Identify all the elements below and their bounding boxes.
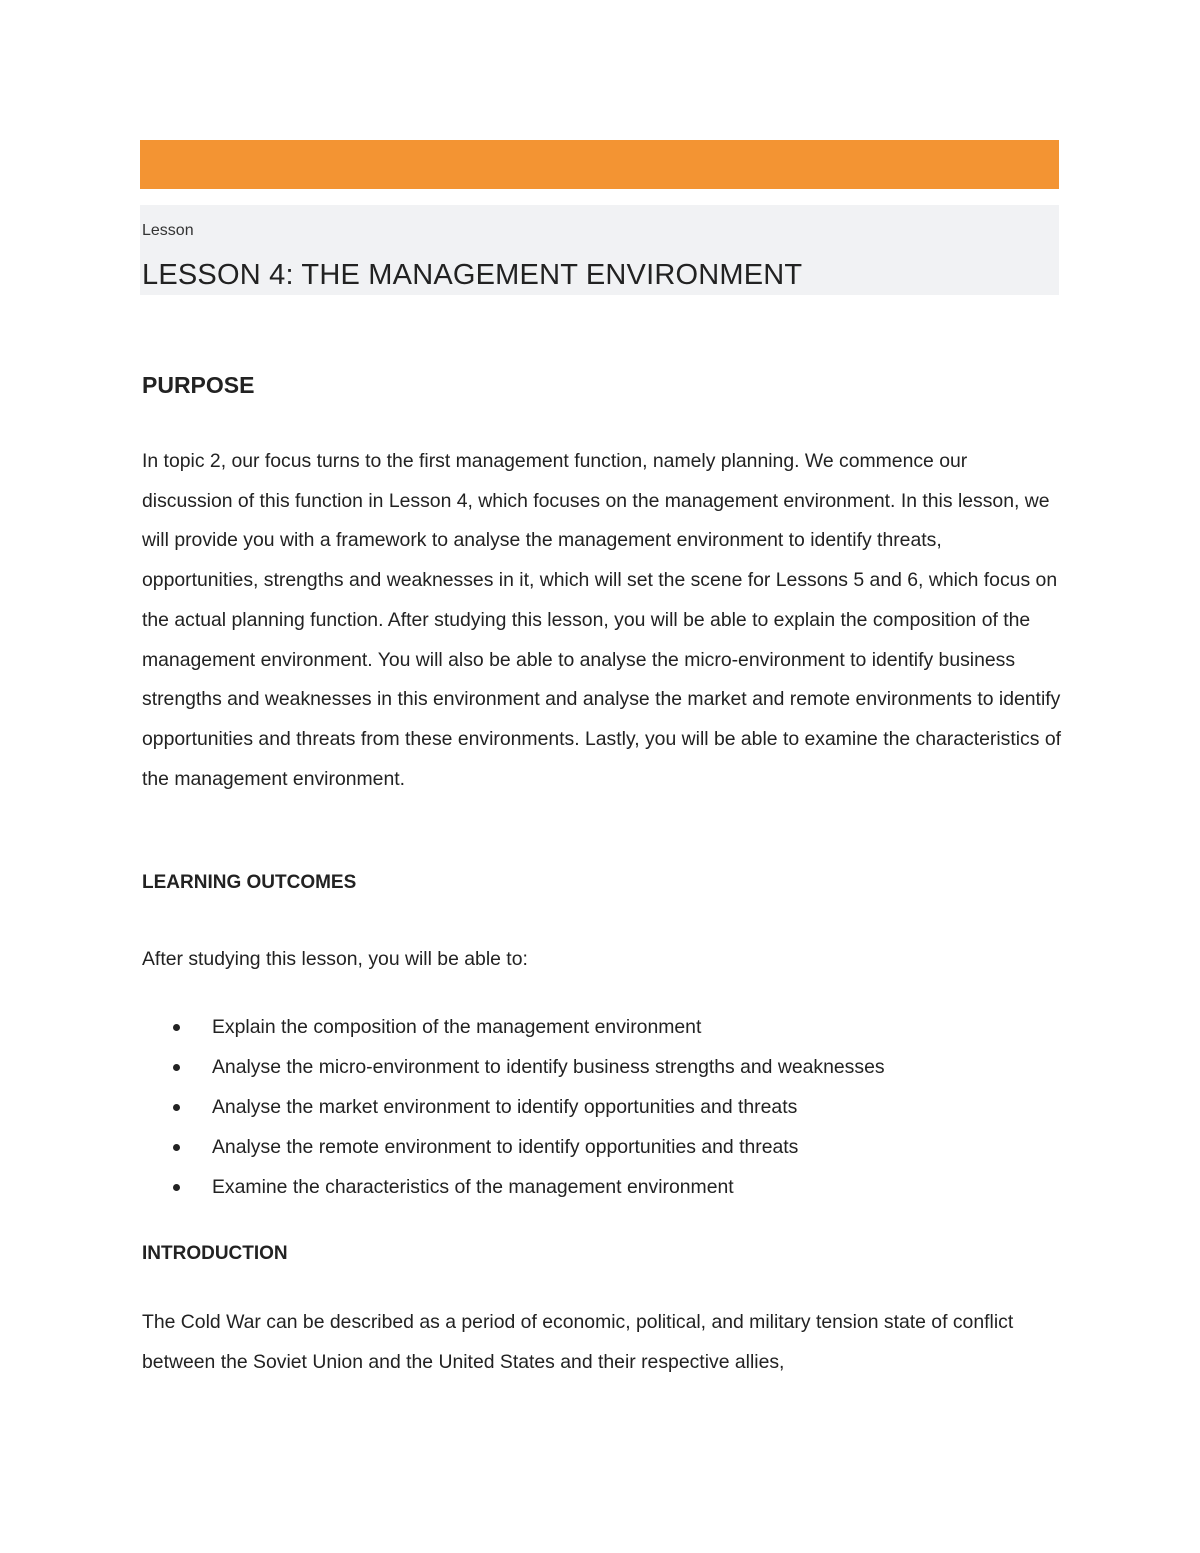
list-item-text: Analyse the market environment to identify opportunities and threats [212,1096,798,1118]
learning-outcomes-list [140,1012,885,1212]
document-page [140,140,1062,1373]
list-item [140,1172,885,1212]
purpose-paragraph: In topic 2, our focus turns to the first management function, namely planning. We commence our discussion of this function in Lesson 4, which focuses on the management environment. In this lesson, we will provide you with a framework to analyse the management environment to identify threats, opportunities, strengths and weaknesses in it, which will set the scene for Lessons 5 and 6, which focus on the actual planning function. After studying this lesson, you will be able to explain the composition of the management environment. You will also be able to analyse the micro-environment to identify business strengths and weaknesses in this environment and analyse the market and remote environments to identify opportunities and threats from these environments. Lastly, you will be able to examine the characteristics of the management environment. [142,450,1062,790]
lesson-title: LESSON 4: THE MANAGEMENT ENVIRONMENT [142,259,803,291]
introduction-paragraph: The Cold War can be described as a period of economic, political, and military tension state of conflict between the Soviet Union and the United States and their respective allies, [142,1311,1014,1373]
learning-outcomes-intro: After studying this lesson, you will be able to: [142,948,528,970]
bullet-icon [173,1184,180,1191]
list-item [140,1132,885,1172]
list-item [140,1012,885,1052]
bullet-icon [173,1024,180,1031]
bullet-icon [173,1144,180,1151]
bullet-icon [173,1104,180,1111]
list-item-text: Analyse the micro-environment to identify business strengths and weaknesses [212,1056,885,1078]
accent-banner [140,140,1059,189]
lesson-kicker: Lesson [142,222,194,239]
list-item-text: Analyse the remote environment to identify opportunities and threats [212,1136,799,1158]
purpose-heading: PURPOSE [142,372,255,398]
list-item-text: Explain the composition of the management environment [212,1016,702,1038]
lesson-header [140,205,1059,295]
list-item [140,1092,885,1132]
list-item-text: Examine the characteristics of the management environment [212,1176,734,1198]
list-item [140,1052,885,1092]
learning-outcomes-heading: LEARNING OUTCOMES [142,872,357,893]
introduction-heading: INTRODUCTION [142,1243,288,1264]
bullet-icon [173,1064,180,1071]
